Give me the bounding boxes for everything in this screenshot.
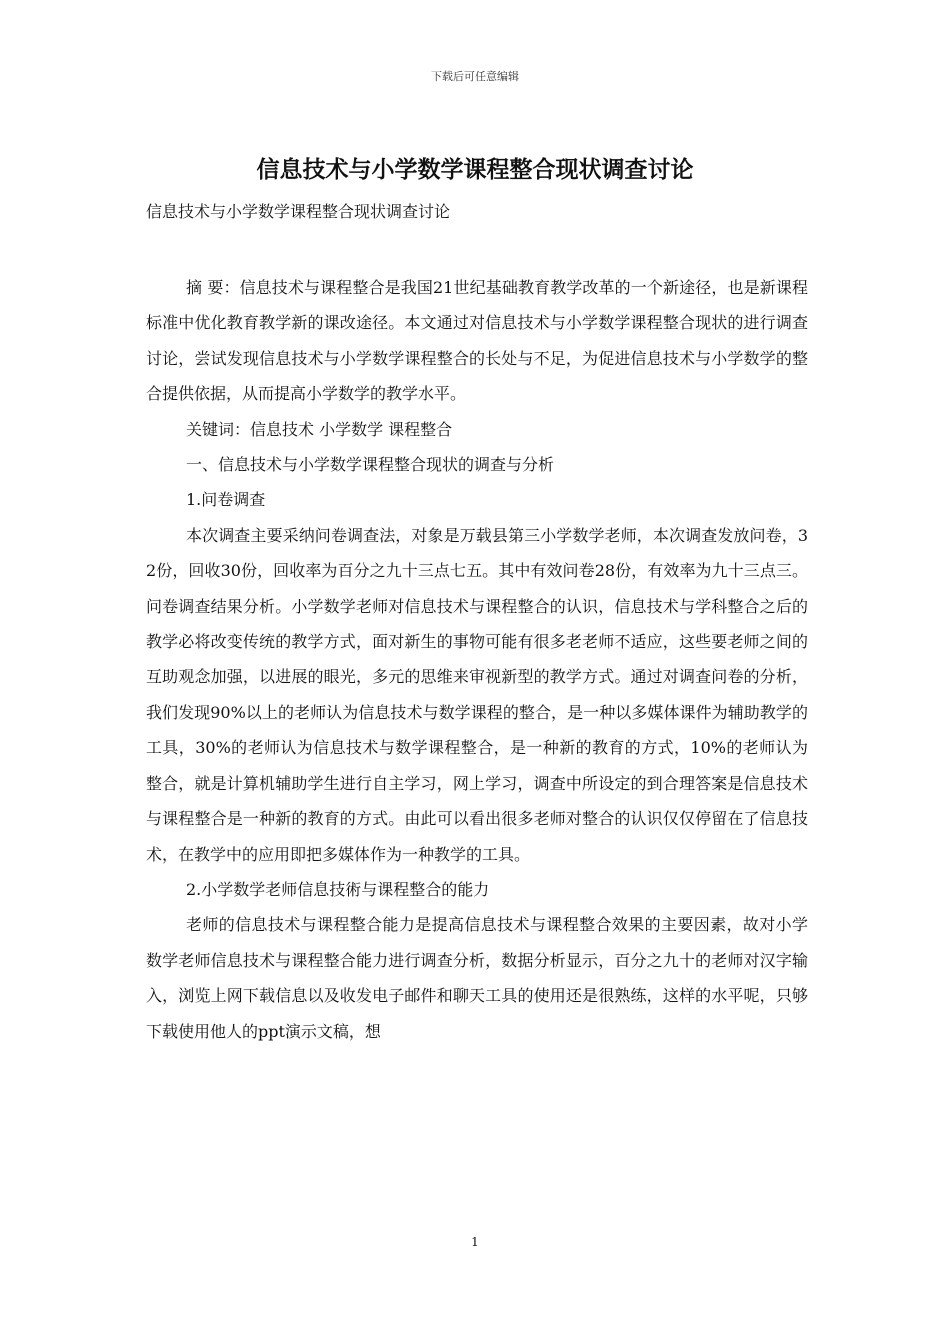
- subsection-heading-1: 1.问卷调查: [186, 490, 266, 510]
- page-header-note: 下载后可任意编辑: [431, 70, 519, 83]
- survey-paragraph: 本次调查主要采纳问卷调查法，对象是万载县第三小学数学老师，本次调查发放问卷，32份，回收30份，回收率为百分之九十三点七五。其中有效问卷28份，有效率为九十三点三。问卷调查结果分析。小学数学老师对信息技术与课程整合的认识，信息技术与学科整合之后的教学必将改变传统的教学方式，面对新生的事物可能有很多老老师不适应，这些要老师之间的互助观念加强，以进展的眼光，多元的思维来审视新型的教学方式。通过对调查问卷的分析，我们发现90%以上的老师认为信息技术与数学课程的整合，是一种以多媒体课件为辅助教学的工具，30%的老师认为信息技术与数学课程整合，是一种新的教育的方式，10%的老师认为整合，就是计算机辅助学生进行自主学习，网上学习，调查中所设定的到合理答案是信息技术与课程整合是一种新的教育的方式。由此可以看出很多老师对整合的认识仅仅停留在了信息技术，在教学中的应用即把多媒体作为一种教学的工具。: [146, 525, 808, 864]
- page-number: 1: [471, 1235, 479, 1249]
- document-title: 信息技术与小学数学课程整合现状调查讨论: [256, 156, 694, 183]
- abstract-paragraph: 摘 要：信息技术与课程整合是我国21世纪基础教育教学改革的一个新途径，也是新课程标准中优化教育教学新的课改途径。本文通过对信息技术与小学数学课程整合现状的进行调查讨论，尝试发现信息技术与小学数学课程整合的长处与不足，为促进信息技术与小学数学的整合提供依据，从而提高小学数学的教学水平。: [146, 278, 808, 404]
- document-body: [146, 270, 808, 1049]
- document-subtitle: 信息技术与小学数学课程整合现状调查讨论: [146, 202, 451, 221]
- section-heading-1: 一、信息技术与小学数学课程整合现状的调查与分析: [186, 455, 555, 475]
- ability-paragraph: 老师的信息技术与课程整合能力是提高信息技术与课程整合效果的主要因素，故对小学数学老师信息技术与课程整合能力进行调查分析，数据分析显示，百分之九十的老师对汉字输入，浏览上网下载信息以及收发电子邮件和聊天工具的使用还是很熟练，这样的水平呢，只够下载使用他人的ppt演示文稿，想: [146, 915, 808, 1041]
- keywords-line: 关键词：信息技术 小学数学 课程整合: [186, 419, 453, 439]
- subsection-heading-2: 2.小学数学老师信息技術与课程整合的能力: [186, 879, 490, 899]
